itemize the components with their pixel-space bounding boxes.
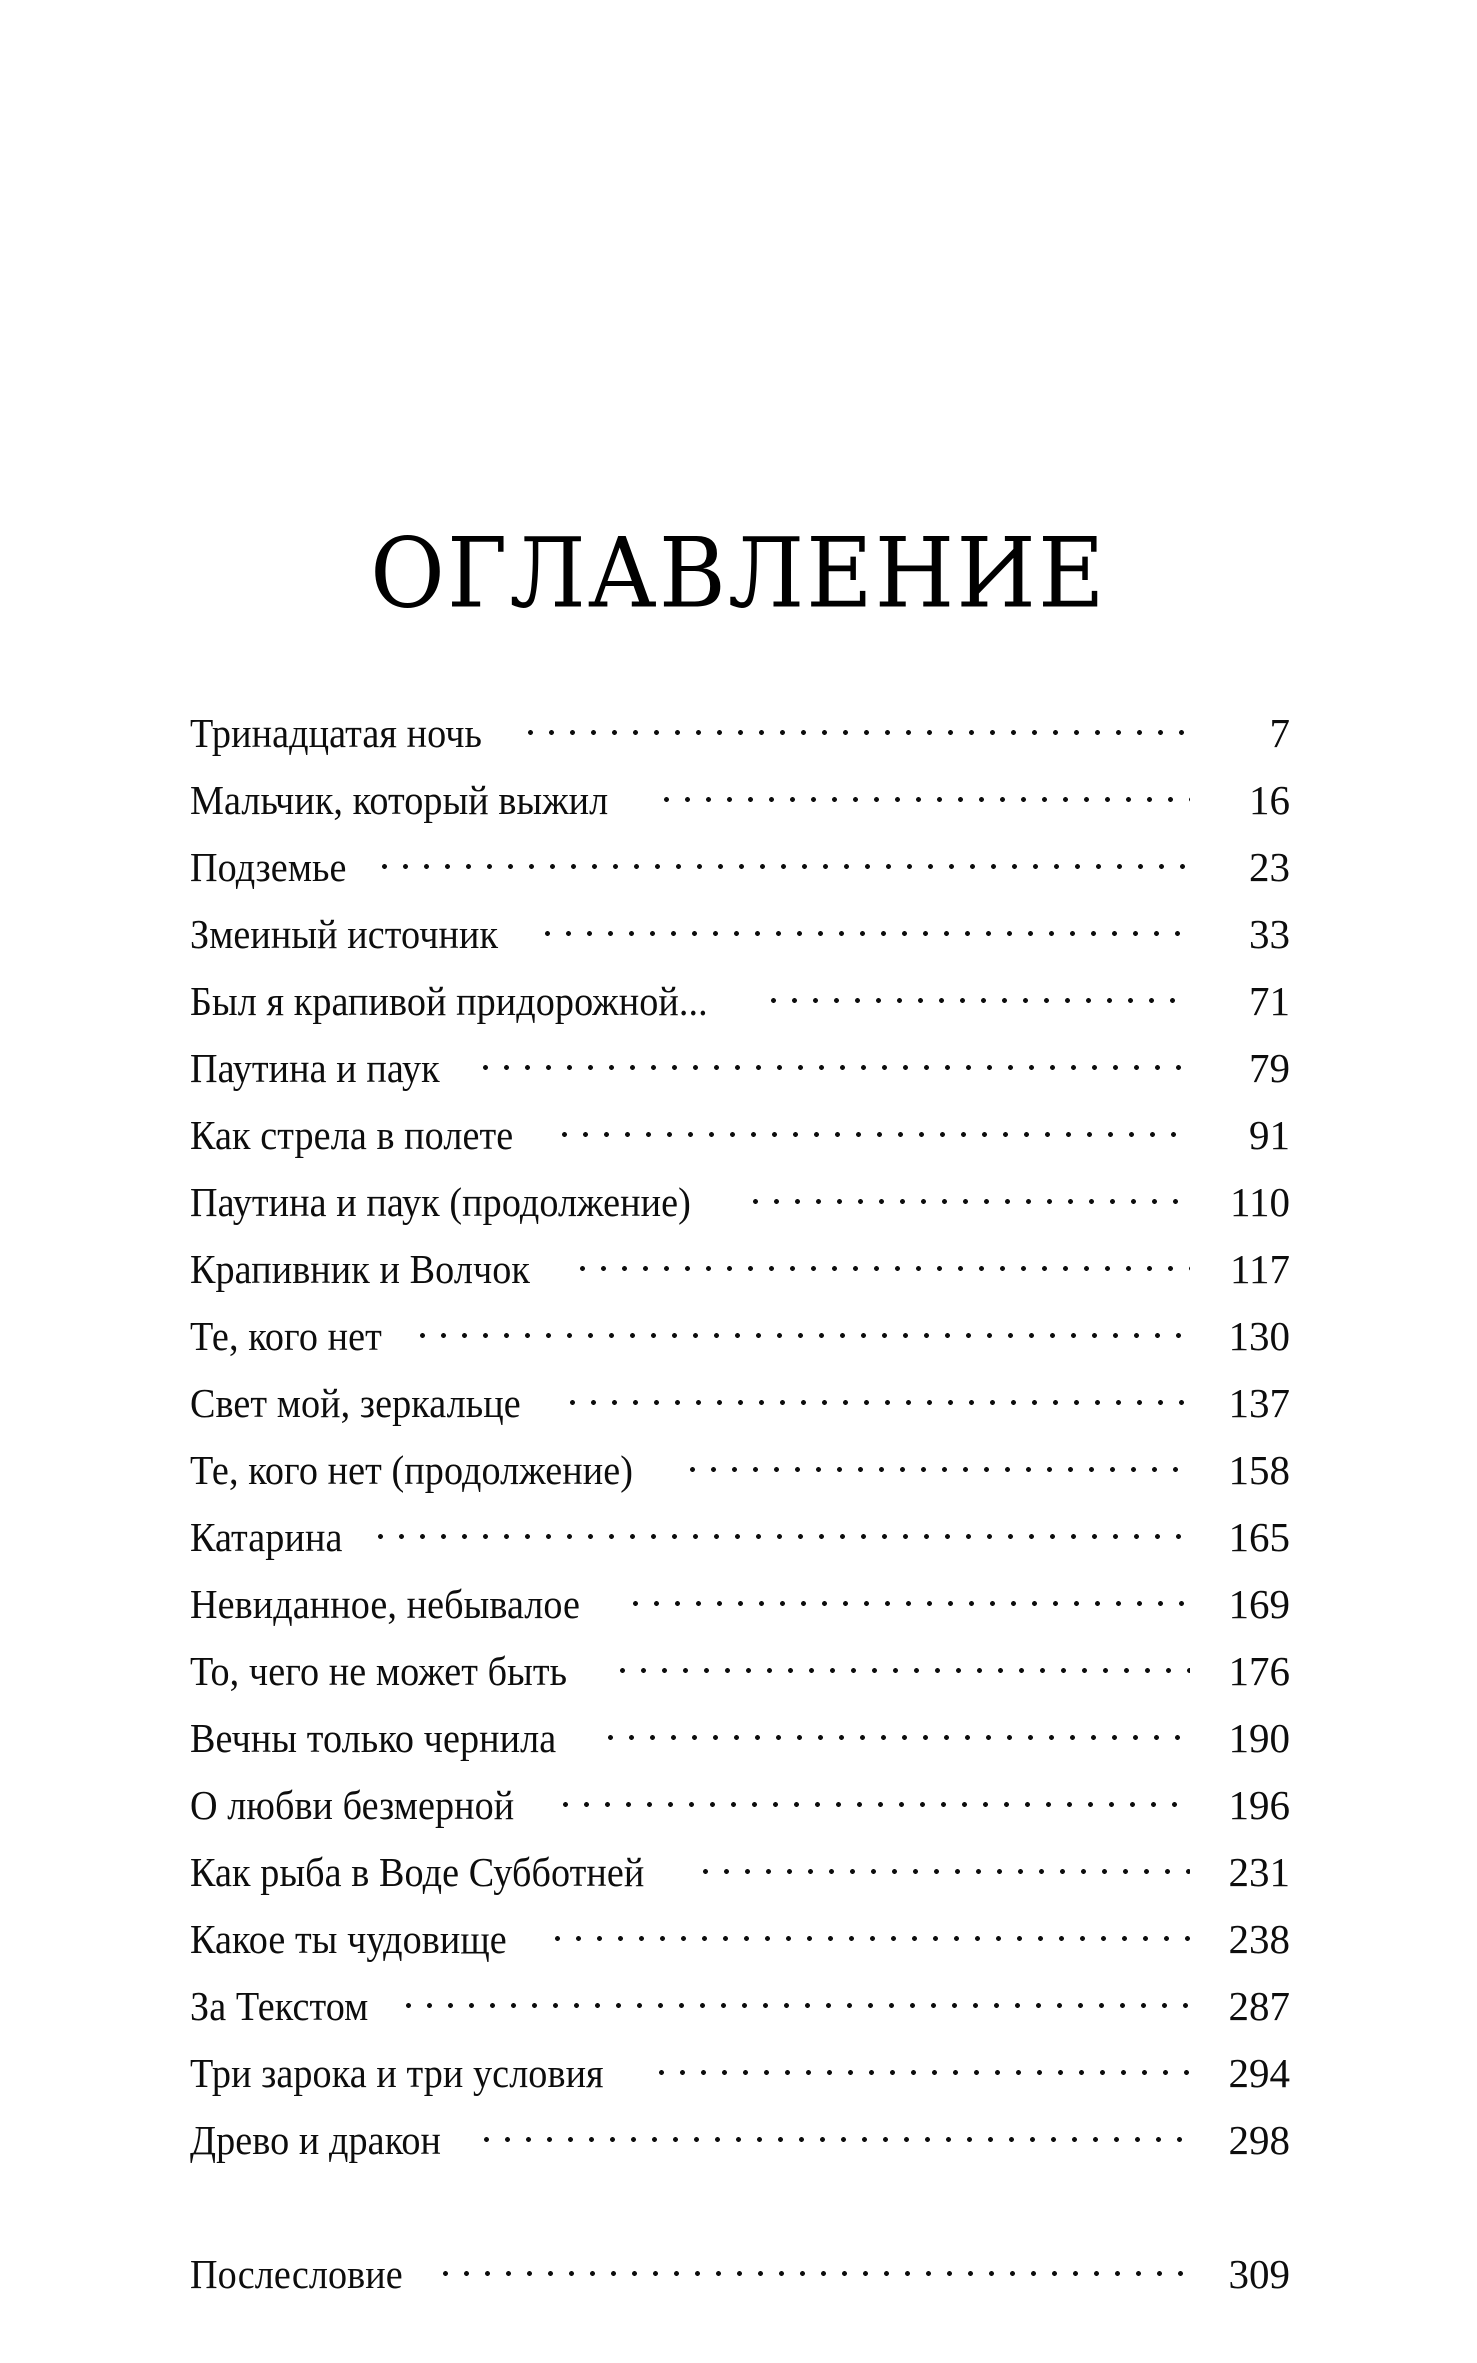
toc-entry-page-number: 309 xyxy=(1228,2251,1290,2297)
toc-entry-label: Послесловие xyxy=(190,2251,403,2297)
toc-entry-label: Паутина и паук (продолжение) xyxy=(190,1179,691,1225)
toc-entry[interactable] xyxy=(190,1303,1290,1370)
toc-entry[interactable] xyxy=(190,1571,1290,1638)
toc-entry-label: Вечны только чернила xyxy=(190,1715,557,1761)
dot-leader xyxy=(763,975,1190,1015)
dot-leader xyxy=(412,1310,1190,1350)
toc-entry-list xyxy=(190,700,1290,2308)
toc-entry-label: Мальчик, который выжил xyxy=(190,777,609,823)
dot-leader xyxy=(651,2047,1190,2087)
dot-leader xyxy=(555,1779,1190,1819)
toc-entry-page-number: 137 xyxy=(1228,1380,1290,1426)
toc-entry-page-number: 16 xyxy=(1249,777,1290,823)
toc-entry[interactable] xyxy=(190,700,1290,767)
dot-leader xyxy=(572,1243,1190,1283)
dot-leader xyxy=(475,1042,1190,1082)
toc-entry[interactable] xyxy=(190,2040,1290,2107)
toc-entry-label: То, чего не может быть xyxy=(190,1648,568,1694)
toc-entry[interactable] xyxy=(190,2107,1290,2174)
toc-entry-page-number: 23 xyxy=(1249,844,1290,890)
toc-entry[interactable] xyxy=(190,2241,1290,2308)
dot-leader xyxy=(745,1176,1190,1216)
dot-leader xyxy=(398,1980,1190,2020)
toc-entry-page-number: 287 xyxy=(1228,1983,1290,2029)
toc-entry-page-number: 190 xyxy=(1228,1715,1290,1761)
toc-entry-page-number: 71 xyxy=(1249,978,1290,1024)
toc-entry[interactable] xyxy=(190,834,1290,901)
dot-leader xyxy=(476,2114,1190,2154)
dot-leader xyxy=(656,774,1190,814)
toc-entry[interactable] xyxy=(190,1102,1290,1169)
toc-entry[interactable] xyxy=(190,1906,1290,1973)
toc-entry[interactable] xyxy=(190,1370,1290,1437)
toc-entry-label: Три зарока и три условия xyxy=(190,2050,604,2096)
toc-entry[interactable] xyxy=(190,968,1290,1035)
toc-entry[interactable] xyxy=(190,1705,1290,1772)
toc-entry-label: О любви безмерной xyxy=(190,1782,515,1828)
dot-leader xyxy=(374,841,1190,881)
toc-entry-label: Как рыба в Воде Субботней xyxy=(190,1849,645,1895)
toc-entry-page-number: 165 xyxy=(1228,1514,1290,1560)
toc-entry-label: Древо и дракон xyxy=(190,2117,442,2163)
toc-entry-page-number: 33 xyxy=(1249,911,1290,957)
dot-leader xyxy=(600,1712,1190,1752)
toc-entry-page-number: 169 xyxy=(1228,1581,1290,1627)
toc-entry-page-number: 238 xyxy=(1228,1916,1290,1962)
toc-entry-label: Паутина и паук xyxy=(190,1045,440,1091)
toc-entry-page-number: 7 xyxy=(1269,710,1290,756)
dot-leader xyxy=(370,1511,1190,1551)
toc-entry-label: За Текстом xyxy=(190,1983,369,2029)
toc-entry-label: Подземье xyxy=(190,844,347,890)
toc-entry-page-number: 294 xyxy=(1228,2050,1290,2096)
toc-entry-page-number: 158 xyxy=(1228,1447,1290,1493)
toc-entry-label: Был я крапивой придорожной... xyxy=(190,978,708,1024)
toc-entry-page-number: 231 xyxy=(1228,1849,1290,1895)
page-title-container xyxy=(0,478,1477,679)
toc-entry[interactable] xyxy=(190,1035,1290,1102)
toc-entry-page-number: 298 xyxy=(1228,2117,1290,2163)
toc-entry-label: Тринадцатая ночь xyxy=(190,710,483,756)
toc-entry[interactable] xyxy=(190,1169,1290,1236)
dot-leader xyxy=(682,1444,1190,1484)
toc-entry-label: Свет мой, зеркальце xyxy=(190,1380,521,1426)
toc-entry-label: Катарина xyxy=(190,1514,343,1560)
toc-entry[interactable] xyxy=(190,1638,1290,1705)
toc-entry[interactable] xyxy=(190,1839,1290,1906)
dot-leader xyxy=(695,1846,1190,1886)
dot-leader xyxy=(625,1578,1190,1618)
toc-entry[interactable] xyxy=(190,1504,1290,1571)
toc-entry[interactable] xyxy=(190,1973,1290,2040)
toc-entry-page-number: 91 xyxy=(1249,1112,1290,1158)
toc-entry-page-number: 110 xyxy=(1230,1179,1290,1225)
dot-leader xyxy=(537,908,1190,948)
toc-entry[interactable] xyxy=(190,901,1290,968)
dot-leader xyxy=(520,707,1190,747)
toc-entry[interactable] xyxy=(190,1772,1290,1839)
toc-entry-label: Как стрела в полете xyxy=(190,1112,514,1158)
toc-entry-label: Невиданное, небывалое xyxy=(190,1581,581,1627)
dot-leader xyxy=(612,1645,1190,1685)
toc-entry-label: Змеиный источник xyxy=(190,911,499,957)
toc-entry[interactable] xyxy=(190,1236,1290,1303)
toc-entry-label: Крапивник и Волчок xyxy=(190,1246,531,1292)
dot-leader xyxy=(554,1109,1190,1149)
dot-leader xyxy=(547,1913,1190,1953)
toc-entry-page-number: 130 xyxy=(1228,1313,1290,1359)
toc-entry-label: Те, кого нет (продолжение) xyxy=(190,1447,634,1493)
toc-entry[interactable] xyxy=(190,1437,1290,1504)
toc-entry-page-number: 79 xyxy=(1249,1045,1290,1091)
dot-leader xyxy=(435,2248,1190,2288)
toc-entry-label: Те, кого нет xyxy=(190,1313,382,1359)
toc-entry-page-number: 117 xyxy=(1230,1246,1290,1292)
toc-entry-page-number: 196 xyxy=(1228,1782,1290,1828)
page-title: ОГЛАВЛЕНИЕ xyxy=(370,517,1107,630)
toc-entry-label: Какое ты чудовище xyxy=(190,1916,507,1962)
dot-leader xyxy=(562,1377,1190,1417)
toc-entry-page-number: 176 xyxy=(1228,1648,1290,1694)
toc-entry[interactable] xyxy=(190,767,1290,834)
